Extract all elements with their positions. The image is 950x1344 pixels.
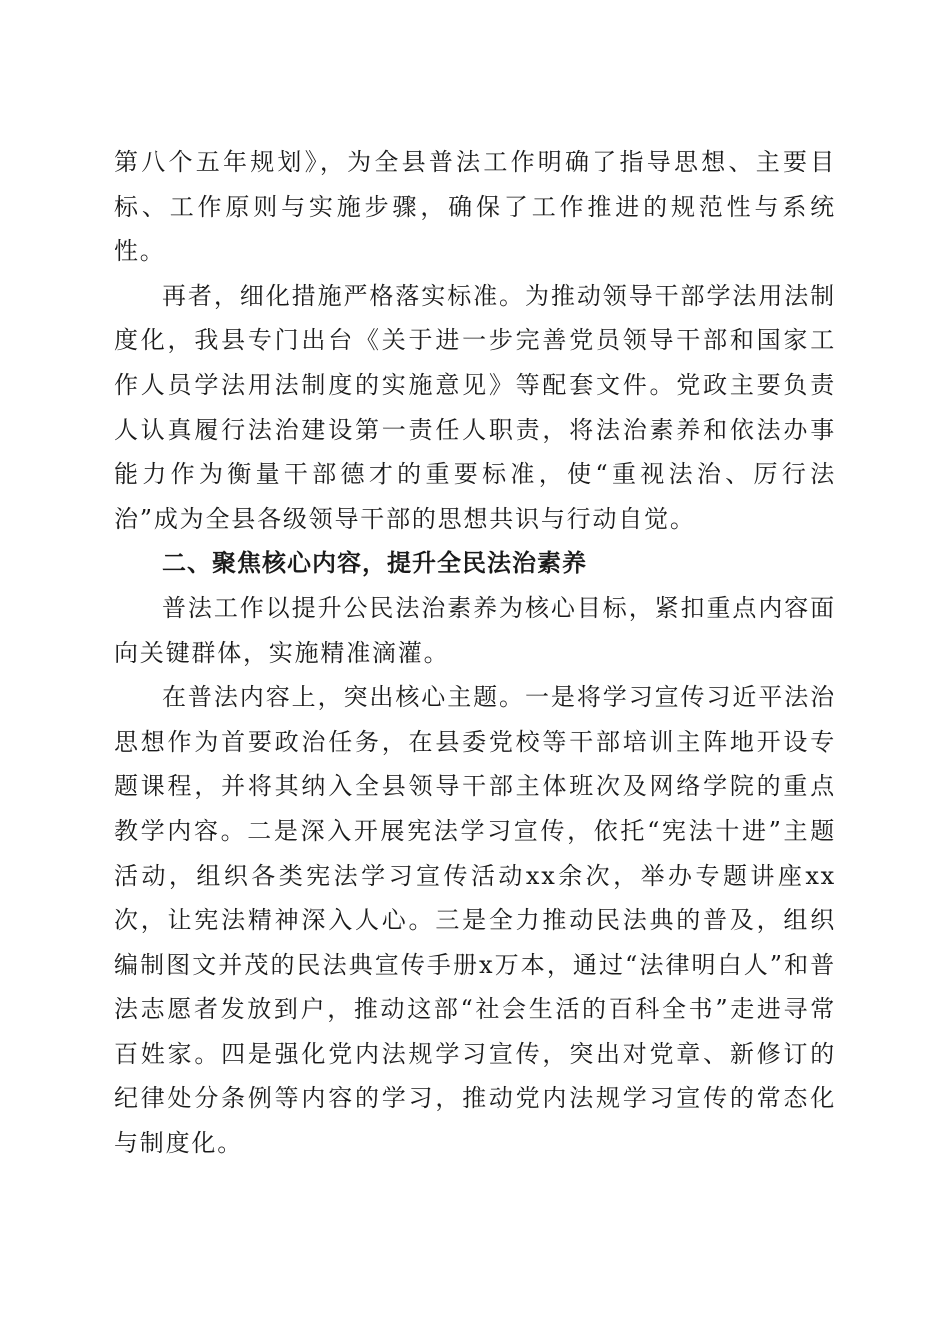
- paragraph-continuation: 第八个五年规划》，为全县普法工作明确了指导思想、主要目标、工作原则与实施步骤，确保了工作推进的规范性与系统性。: [114, 148, 836, 266]
- paragraph-intro: 普法工作以提升公民法治素养为核心目标，紧扣重点内容面向关键群体，实施精准滴灌。: [114, 593, 836, 667]
- paragraph-measures: 再者，细化措施严格落实标准。为推动领导干部学法用法制度化，我县专门出台《关于进一步完善党员领导干部和国家工作人员学法用法制度的实施意见》等配套文件。党政主要负责人认真履行法治建设第一责任人职责，将法治素养和依法办事能力作为衡量干部德才的重要标准，使“重视法治、厉行法治”成为全县各级领导干部的思想共识与行动自觉。: [114, 281, 836, 533]
- document-body: [114, 140, 836, 1166]
- section-heading: 二、聚焦核心内容，提升全民法治素养: [162, 549, 587, 578]
- paragraph-content: 在普法内容上，突出核心主题。一是将学习宣传习近平法治思想作为首要政治任务，在县委党校等干部培训主阵地开设专题课程，并将其纳入全县领导干部主体班次及网络学院的重点教学内容。二是深入开展宪法学习宣传，依托“宪法十进”主题活动，组织各类宪法学习宣传活动xx余次，举办专题讲座xx次，让宪法精神深入人心。三是全力推动民法典的普及，组织编制图文并茂的民法典宣传手册x万本，通过“法律明白人”和普法志愿者发放到户，推动这部“社会生活的百科全书”走进寻常百姓家。四是强化党内法规学习宣传，突出对党章、新修订的纪律处分条例等内容的学习，推动党内法规学习宣传的常态化与制度化。: [114, 683, 836, 1158]
